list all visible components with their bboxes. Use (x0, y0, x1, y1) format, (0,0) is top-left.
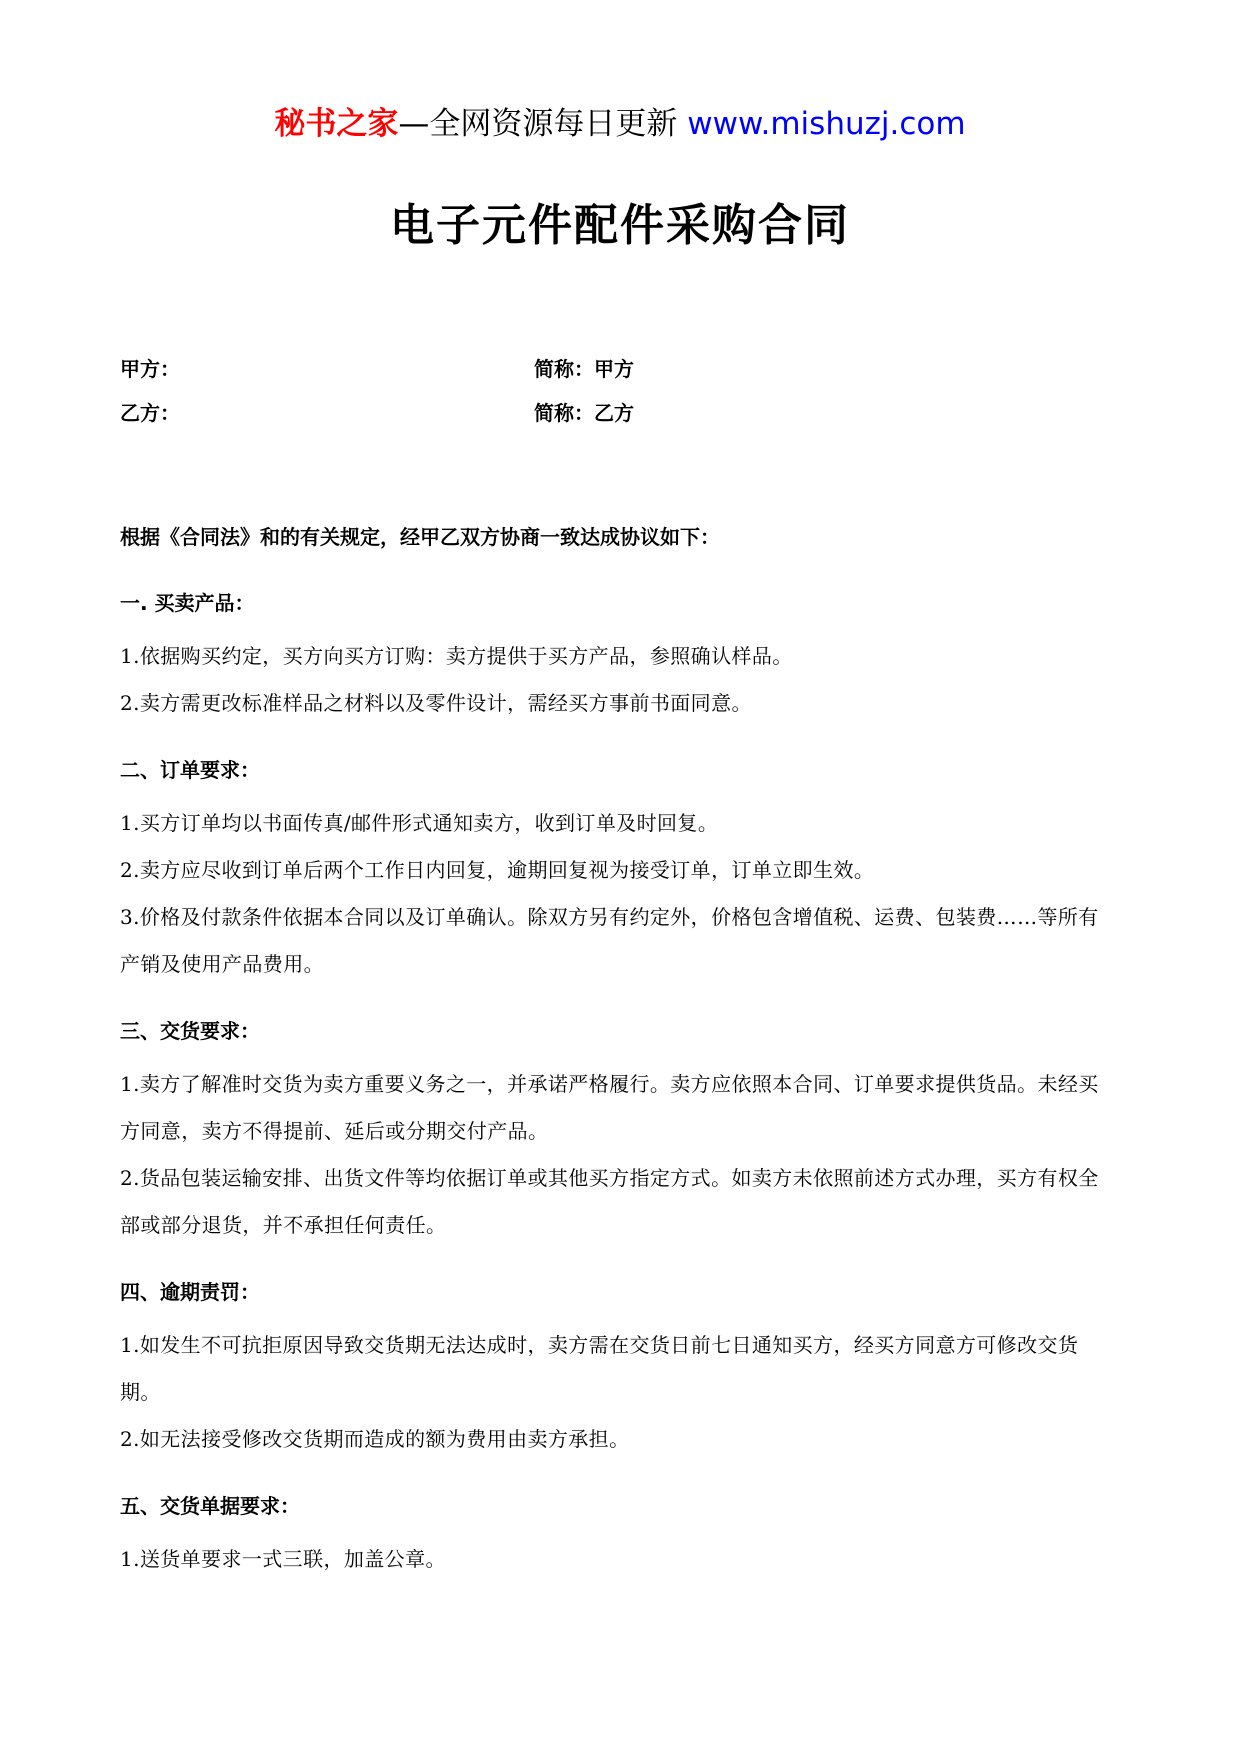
section-heading: 一. 买卖产品： (120, 591, 255, 615)
clause: 1.依据购买约定，买方向买方订购：卖方提供于买方产品，参照确认样品。 (120, 644, 793, 668)
party-a-label: 甲方： (120, 357, 180, 381)
clause: 3.价格及付款条件依据本合同以及订单确认。除双方另有约定外，价格包含增值税、运费、包装费……等所有产销及使用产品费用。 (120, 905, 1099, 976)
clause: 2.卖方应尽收到订单后两个工作日内回复，逾期回复视为接受订单，订单立即生效。 (120, 858, 875, 882)
section-delivery-documents (120, 1491, 1116, 1583)
clause: 2.卖方需更改标准样品之材料以及零件设计，需经买方事前书面同意。 (120, 691, 752, 715)
contract-intro: 根据《合同法》和的有关规定，经甲乙双方协商一致达成协议如下： (120, 525, 720, 549)
site-header (0, 100, 1240, 148)
section-delivery (120, 1016, 1116, 1249)
section-products (120, 588, 1116, 727)
document-title: 电子元件配件采购合同 (390, 200, 850, 251)
clause: 1.买方订单均以书面传真/邮件形式通知卖方，收到订单及时回复。 (120, 811, 719, 835)
site-tagline: —全网资源每日更新 (398, 106, 688, 142)
clause: 2.如无法接受修改交货期而造成的额为费用由卖方承担。 (120, 1427, 630, 1451)
section-heading: 三、交货要求： (120, 1019, 260, 1043)
party-b-short-name: 简称：乙方 (534, 401, 634, 425)
section-orders (120, 755, 1116, 988)
clause: 1.卖方了解准时交货为卖方重要义务之一，并承诺严格履行。卖方应依照本合同、订单要求提供货品。未经买方同意，卖方不得提前、延后或分期交付产品。 (120, 1072, 1099, 1143)
party-a-short-name: 简称：甲方 (534, 357, 634, 381)
clause: 1.如发生不可抗拒原因导致交货期无法达成时，卖方需在交货日前七日通知买方，经买方同意方可修改交货期。 (120, 1333, 1079, 1404)
section-heading: 五、交货单据要求： (120, 1494, 300, 1518)
clause: 2.货品包装运输安排、出货文件等均依据订单或其他买方指定方式。如卖方未依照前述方式办理，买方有权全部或部分退货，并不承担任何责任。 (120, 1166, 1099, 1237)
section-heading: 二、订单要求： (120, 758, 260, 782)
section-heading: 四、逾期责罚： (120, 1280, 260, 1304)
party-b-label: 乙方： (120, 401, 180, 425)
section-overdue-penalty (120, 1277, 1116, 1463)
site-brand: 秘书之家 (274, 106, 399, 142)
clause: 1.送货单要求一式三联，加盖公章。 (120, 1547, 446, 1571)
site-url-link[interactable]: www.mishuzj.com (687, 106, 966, 142)
